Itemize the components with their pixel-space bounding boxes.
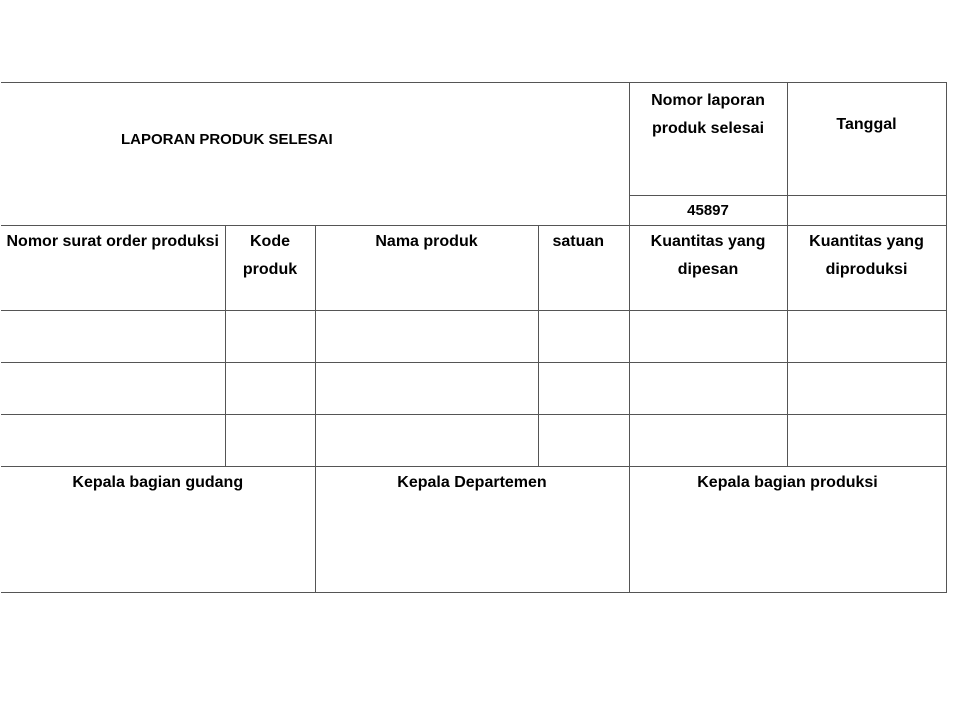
table-row bbox=[1, 415, 946, 467]
signature-production-head: Kepala bagian produksi bbox=[629, 467, 946, 593]
column-header-product-code: Kode produk bbox=[225, 226, 315, 311]
table-cell bbox=[629, 363, 787, 415]
table-cell bbox=[787, 363, 946, 415]
table-cell bbox=[1, 415, 225, 467]
report-title: LAPORAN PRODUK SELESAI bbox=[1, 83, 629, 226]
table-cell bbox=[315, 311, 538, 363]
column-header-quantity-produced: Kuantitas yang diproduksi bbox=[787, 226, 946, 311]
production-report-form bbox=[1, 82, 947, 593]
signature-warehouse-head: Kepala bagian gudang bbox=[1, 467, 315, 593]
report-number-value: 45897 bbox=[629, 196, 787, 226]
table-cell bbox=[225, 363, 315, 415]
header-row bbox=[1, 83, 946, 196]
table-cell bbox=[225, 415, 315, 467]
table-cell bbox=[225, 311, 315, 363]
table-cell bbox=[1, 311, 225, 363]
table-cell bbox=[787, 415, 946, 467]
column-header-quantity-ordered: Kuantitas yang dipesan bbox=[629, 226, 787, 311]
signature-department-head: Kepala Departemen bbox=[315, 467, 629, 593]
column-header-product-name: Nama produk bbox=[315, 226, 538, 311]
table-cell bbox=[1, 363, 225, 415]
table-cell bbox=[629, 415, 787, 467]
signature-row bbox=[1, 467, 946, 593]
table-cell bbox=[315, 415, 538, 467]
table-cell bbox=[538, 311, 629, 363]
date-label: Tanggal bbox=[787, 83, 946, 196]
table-cell bbox=[629, 311, 787, 363]
report-number-label: Nomor laporan produk selesai bbox=[629, 83, 787, 196]
date-value bbox=[787, 196, 946, 226]
table-cell bbox=[787, 311, 946, 363]
table-row bbox=[1, 363, 946, 415]
table-row bbox=[1, 311, 946, 363]
column-header-row bbox=[1, 226, 946, 311]
column-header-unit: satuan bbox=[538, 226, 629, 311]
table-cell bbox=[538, 415, 629, 467]
table-cell bbox=[538, 363, 629, 415]
column-header-order-number: Nomor surat order produksi bbox=[1, 226, 225, 311]
table-cell bbox=[315, 363, 538, 415]
